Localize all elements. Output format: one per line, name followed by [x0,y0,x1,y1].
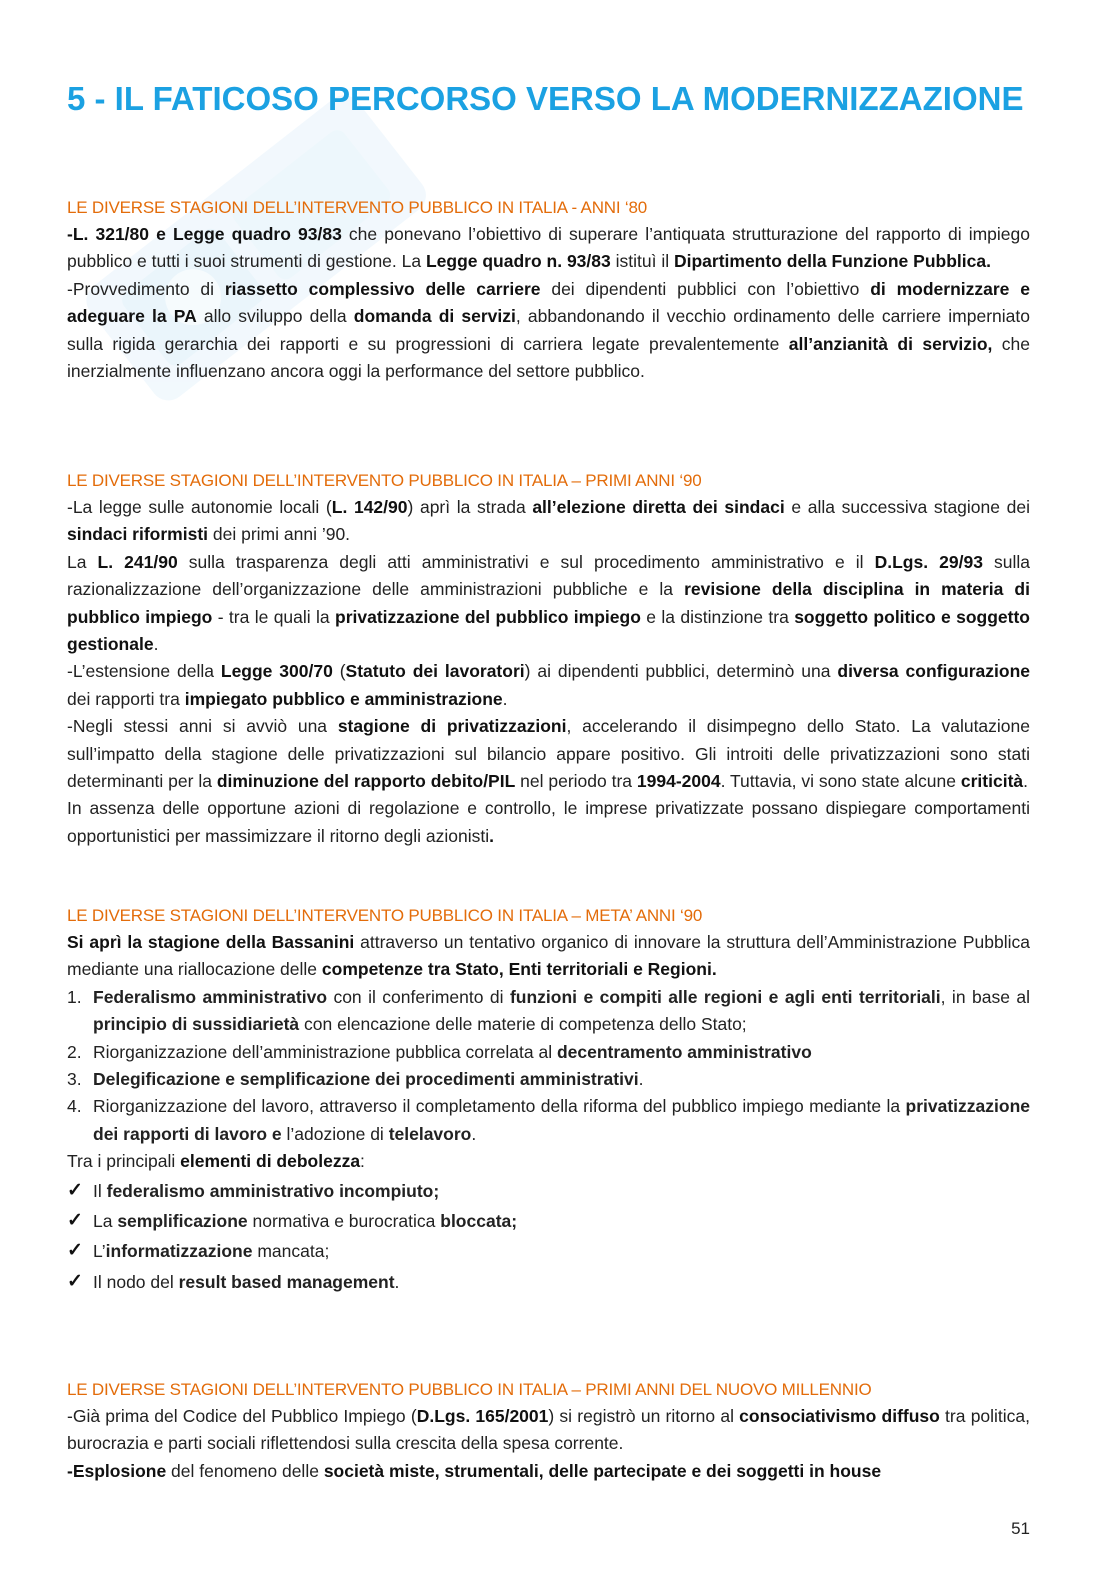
paragraph: -Negli stessi anni si avviò una stagione di privatizzazioni, accelerando il disimpegno dello Stato. La valutazione sull’impatto della stagione delle privatizzazioni sul bilancio appare positivo. Gli introiti delle privatizzazioni sono stati determinanti per la diminuzione del rapporto debito/PIL nel periodo tra 1994-2004. Tuttavia, vi sono state alcune criticità. [67,716,1031,792]
checklist [67,1176,1030,1298]
list-item: 3. Delegificazione e semplificazione dei procedimenti amministrativi. [67,1069,644,1090]
paragraph: -L. 321/80 e Legge quadro 93/83 che ponevano l’obiettivo di superare l’antiquata strutturazione del rapporto di impiego pubblico e tutti i suoi strumenti di gestione. La Legge quadro n. 93/83 istituì il Dipartimento della Funzione Pubblica. [67,224,1030,272]
section-heading: LE DIVERSE STAGIONI DELL’INTERVENTO PUBBLICO IN ITALIA - ANNI ‘80 [67,198,647,217]
section-meta-anni-90 [67,902,1030,1297]
page-title: 5 - IL FATICOSO PERCORSO VERSO LA MODERNIZZAZIONE [67,80,1024,117]
checkmark-icon: ✓ [67,1270,83,1292]
paragraph: Si aprì la stagione della Bassanini attraverso un tentativo organico di innovare la struttura dell’Amministrazione Pubblica mediante una riallocazione delle competenze tra Stato, Enti territoriali e Regioni. [67,932,1030,980]
section-primi-anni-90 [67,467,1030,850]
section-heading: LE DIVERSE STAGIONI DELL’INTERVENTO PUBBLICO IN ITALIA – PRIMI ANNI DEL NUOVO MILLENNIO [67,1380,872,1399]
numbered-list [67,984,1030,1148]
paragraph: In assenza delle opportune azioni di regolazione e controllo, le imprese privatizzate possano dispiegare comportamenti opportunistici per massimizzare il ritorno degli azionisti. [67,798,1030,846]
paragraph: -Provvedimento di riassetto complessivo delle carriere dei dipendenti pubblici con l’obiettivo di modernizzare e adeguare la PA allo sviluppo della domanda di servizi, abbandonando il vecchio ordinamento delle carriere imperniato sulla rigida gerarchia dei rapporti e su progressioni di carriera legate prevalentemente all’anzianità di servizio, che inerzialmente influenzano ancora oggi la performance del settore pubblico. [67,278,1031,382]
paragraph: Tra i principali elementi di debolezza: [67,1151,365,1172]
section-anni-80 [67,194,1030,385]
checkmark-icon: ✓ [67,1240,83,1262]
section-nuovo-millennio [67,1376,1030,1485]
list-item: ✓ L’informatizzazione mancata; [67,1236,1030,1266]
section-heading: LE DIVERSE STAGIONI DELL’INTERVENTO PUBBLICO IN ITALIA – PRIMI ANNI ‘90 [67,471,702,490]
paragraph: -Già prima del Codice del Pubblico Impiego (D.Lgs. 165/2001) si registrò un ritorno al consociativismo diffuso tra politica, burocrazia e parti sociali riflettendosi sulla crescita della spesa corrente. [67,1406,1031,1454]
paragraph: -La legge sulle autonomie locali (L. 142/90) aprì la strada all’elezione diretta dei sindaci e alla successiva stagione dei sindaci riformisti dei primi anni ’90. [67,497,1031,545]
list-item: ✓ Il federalismo amministrativo incompiuto; [67,1176,1030,1206]
list-item: ✓ La semplificazione normativa e burocratica bloccata; [67,1206,1030,1236]
paragraph: -Esplosione del fenomeno delle società miste, strumentali, delle partecipate e dei soggetti in house [67,1460,882,1481]
checkmark-icon: ✓ [67,1179,83,1201]
list-item: 4. Riorganizzazione del lavoro, attraverso il completamento della riforma del pubblico impiego mediante la privatizzazione dei rapporti di lavoro e l’adozione di telelavoro. [67,1096,1030,1144]
paragraph: La L. 241/90 sulla trasparenza degli atti amministrativi e sul procedimento amministrativo e il D.Lgs. 29/93 sulla razionalizzazione dell’organizzazione delle amministrazioni pubbliche e la revisione della disciplina in materia di pubblico impiego - tra le quali la privatizzazione del pubblico impiego e la distinzione tra soggetto politico e soggetto gestionale. [67,551,1030,655]
section-heading: LE DIVERSE STAGIONI DELL’INTERVENTO PUBBLICO IN ITALIA – META’ ANNI ‘90 [67,906,703,925]
paragraph: -L’estensione della Legge 300/70 (Statuto dei lavoratori) ai dipendenti pubblici, determinò una diversa configurazione dei rapporti tra impiegato pubblico e amministrazione. [67,661,1030,709]
list-item: ✓ Il nodo del result based management. [67,1267,1030,1297]
list-item: 2. Riorganizzazione dell’amministrazione pubblica correlata al decentramento amministrativo [67,1041,812,1062]
checkmark-icon: ✓ [67,1210,83,1232]
list-item: 1. Federalismo amministrativo con il conferimento di funzioni e compiti alle regioni e agli enti territoriali, in base al principio di sussidiarietà con elencazione delle materie di competenza dello Stato; [67,986,1030,1035]
page-number: 51 [1011,1519,1030,1538]
